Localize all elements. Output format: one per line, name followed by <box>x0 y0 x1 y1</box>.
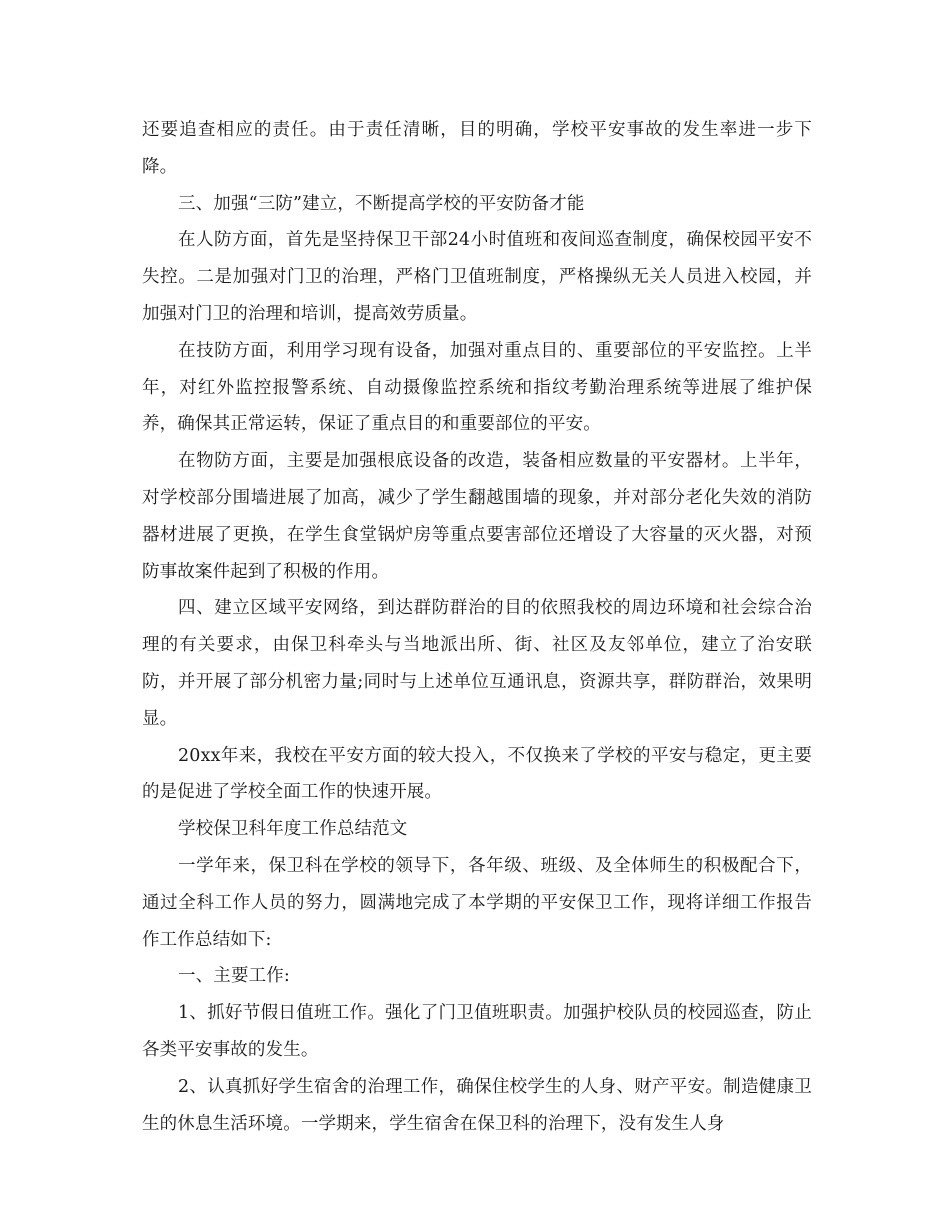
paragraph-personnel-defense: 在人防方面，首先是坚持保卫干部24小时值班和夜间巡查制度，确保校园平安不失控。二是加强对门卫的治理，严格门卫值班制度，严格操纵无关人员进入校园，并加强对门卫的治理和培训，提高效劳质量。 <box>142 230 812 324</box>
paragraph-physical-defense: 在物防方面，主要是加强根底设备的改造，装备相应数量的平安器材。上半年，对学校部分围墙进展了加高，减少了学生翻越围墙的现象，并对部分老化失效的消防器材进展了更换，在学生食堂锅炉房等重点要害部位还增设了大容量的灭火器，对预防事故案件起到了积极的作用。 <box>142 451 812 582</box>
paragraph-year-summary: 20xx年来，我校在平安方面的较大投入，不仅换来了学校的平安与稳定，更主要的是促进了学校全面工作的快速开展。 <box>142 745 812 803</box>
document-subtitle: 学校保卫科年度工作总结范文 <box>178 819 408 840</box>
document-body <box>142 112 812 1142</box>
section-heading-three-defenses: 三、加强“三防”建立，不断提高学校的平安防备才能 <box>178 193 585 214</box>
paragraph-regional-network: 四、建立区域平安网络，到达群防群治的目的依照我校的周边环境和社会综合治理的有关要求，由保卫科牵头与当地派出所、街、社区及友邻单位，建立了治安联防，并开展了部分机密力量;同时与上述单位互通讯息，资源共享，群防群治，效果明显。 <box>142 598 812 729</box>
list-item-holiday-duty: 1、抓好节假日值班工作。强化了门卫值班职责。加强护校队员的校园巡查，防止各类平安事故的发生。 <box>142 1003 812 1060</box>
list-item-dormitory-management: 2、认真抓好学生宿舍的治理工作，确保住校学生的人身、财产平安。制造健康卫生的休息生活环境。一学期来，学生宿舍在保卫科的治理下，没有发生人身 <box>142 1076 812 1134</box>
paragraph-intro: 一学年来，保卫科在学校的领导下，各年级、班级、及全体师生的积极配合下，通过全科工作人员的努力，圆满地完成了本学期的平安保卫工作，现将详细工作报告作工作总结如下: <box>142 855 812 950</box>
paragraph-continuation: 还要追查相应的责任。由于责任清晰，目的明确，学校平安事故的发生率进一步下降。 <box>142 120 812 177</box>
paragraph-technical-defense: 在技防方面，利用学习现有设备，加强对重点目的、重要部位的平安监控。上半年，对红外监控报警系统、自动摄像监控系统和指纹考勤治理系统等进展了维护保养，确保其正常运转，保证了重点目的和重要部位的平安。 <box>142 340 812 435</box>
section-heading-main-work: 一、主要工作: <box>178 966 290 987</box>
